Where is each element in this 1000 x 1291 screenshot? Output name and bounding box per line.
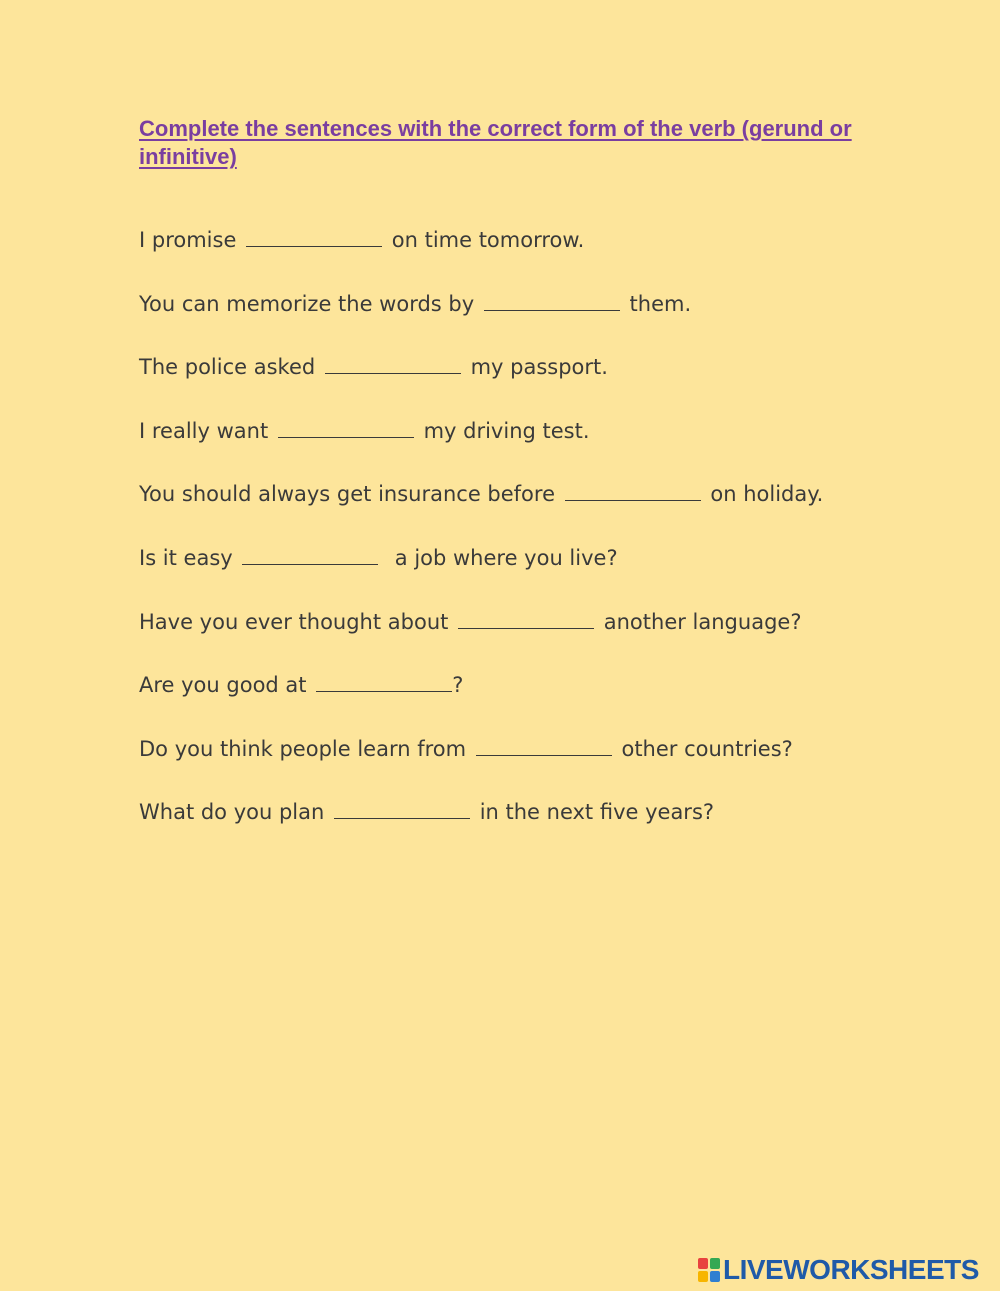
worksheet-title: Complete the sentences with the correct form of the verb (gerund or infinitive) (139, 116, 852, 169)
sentence-text-before: Do you think people learn from (139, 736, 467, 761)
logo-block-blue (710, 1271, 720, 1282)
liveworksheets-logo (698, 1255, 979, 1285)
sentence-text-after: my driving test. (423, 418, 590, 443)
sentence-text-before: You should always get insurance before (139, 482, 556, 507)
sentence-text-after: a job where you live? (388, 545, 618, 570)
answer-blank[interactable] (242, 544, 378, 565)
logo-blocks-icon (698, 1258, 720, 1282)
answer-blank[interactable] (278, 417, 414, 438)
sentence-item (139, 669, 823, 733)
sentence-item (139, 733, 823, 797)
answer-blank[interactable] (484, 290, 620, 311)
sentence-item (139, 415, 823, 479)
sentence-list (139, 224, 823, 860)
sentence-item (139, 288, 823, 352)
sentence-text-before: I promise (139, 228, 237, 252)
sentence-text-after: ? (452, 673, 464, 698)
sentence-text-before: Are you good at (139, 673, 307, 698)
sentence-item (139, 606, 823, 670)
answer-blank[interactable] (565, 480, 701, 501)
sentence-text-before: You can memorize the words by (139, 291, 475, 316)
answer-blank[interactable] (334, 798, 470, 819)
logo-text: LIVEWORKSHEETS (723, 1254, 979, 1285)
answer-blank[interactable] (246, 226, 382, 247)
sentence-item (139, 796, 823, 860)
sentence-item (139, 224, 823, 288)
sentence-text-after: on time tomorrow. (391, 228, 585, 252)
sentence-text-after: other countries? (621, 736, 793, 761)
sentence-item (139, 542, 823, 606)
sentence-text-before: Have you ever thought about (139, 609, 449, 634)
answer-blank[interactable] (458, 608, 594, 629)
logo-block-green (710, 1258, 720, 1269)
sentence-text-before: Is it easy (139, 545, 233, 570)
sentence-item (139, 478, 823, 542)
logo-block-yellow (698, 1271, 708, 1282)
answer-blank[interactable] (476, 735, 612, 756)
sentence-text-after: in the next five years? (479, 800, 715, 825)
sentence-text-after: my passport. (470, 355, 608, 380)
logo-block-red (698, 1258, 708, 1269)
sentence-item (139, 351, 823, 415)
sentence-text-before: The police asked (139, 355, 316, 380)
answer-blank[interactable] (325, 353, 461, 374)
sentence-text-before: I really want (139, 418, 269, 443)
answer-blank[interactable] (316, 671, 452, 692)
sentence-text-after: them. (629, 291, 692, 316)
sentence-text-after: another language? (603, 609, 802, 634)
sentence-text-after: on holiday. (710, 482, 824, 507)
sentence-text-before: What do you plan (139, 800, 325, 825)
